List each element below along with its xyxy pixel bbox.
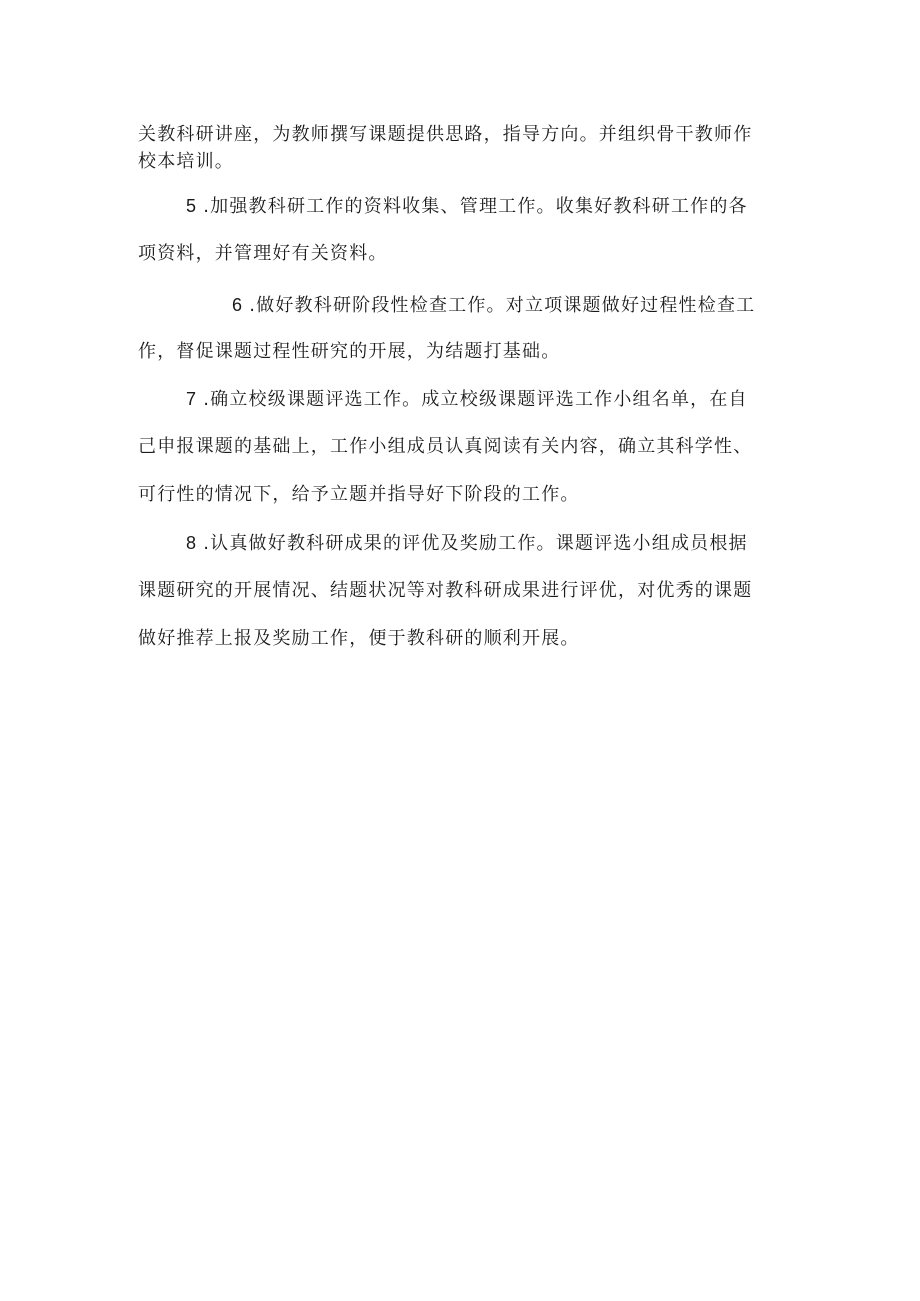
text-line: 课题研究的开展情况、结题状况等对教科研成果进行评优，对优秀的课题 <box>138 580 753 601</box>
paragraph-line <box>138 150 234 174</box>
text-line: 作，督促课题过程性研究的开展，为结题打基础。 <box>138 341 561 362</box>
text-line: .加强教科研工作的资料收集、管理工作。收集好教科研工作的各 <box>203 196 748 217</box>
item-number: 5 <box>186 196 198 216</box>
item-number: 8 <box>186 533 198 553</box>
paragraph-line <box>138 435 752 459</box>
paragraph-line <box>138 340 560 364</box>
paragraph-line <box>138 483 580 507</box>
text-line: 校本培训。 <box>138 151 234 172</box>
item-6-line <box>232 293 755 318</box>
item-8-line <box>186 531 748 556</box>
text-line: 项资料，并管理好有关资料。 <box>138 243 388 264</box>
text-line: 可行性的情况下，给予立题并指导好下阶段的工作。 <box>138 484 580 505</box>
text-line: .做好教科研阶段性检查工作。对立项课题做好过程性检查工 <box>249 295 756 316</box>
text-line: 己申报课题的基础上，工作小组成员认真阅读有关内容，确立其科学性、 <box>138 436 753 457</box>
item-number: 7 <box>186 389 198 409</box>
text-line: .认真做好教科研成果的评优及奖励工作。课题评选小组成员根据 <box>203 533 748 554</box>
text-line: .确立校级课题评选工作。成立校级课题评选工作小组名单，在自 <box>203 389 748 410</box>
item-5-line <box>186 194 748 219</box>
text-line: 关教科研讲座，为教师撰写课题提供思路，指导方向。并组织骨干教师作 <box>138 124 753 145</box>
paragraph-line <box>138 627 580 651</box>
paragraph-line <box>138 242 388 266</box>
paragraph-line <box>138 123 752 147</box>
text-line: 做好推荐上报及奖励工作，便于教科研的顺利开展。 <box>138 628 580 649</box>
paragraph-line <box>138 579 752 603</box>
item-7-line <box>186 387 748 412</box>
item-number: 6 <box>232 295 244 315</box>
